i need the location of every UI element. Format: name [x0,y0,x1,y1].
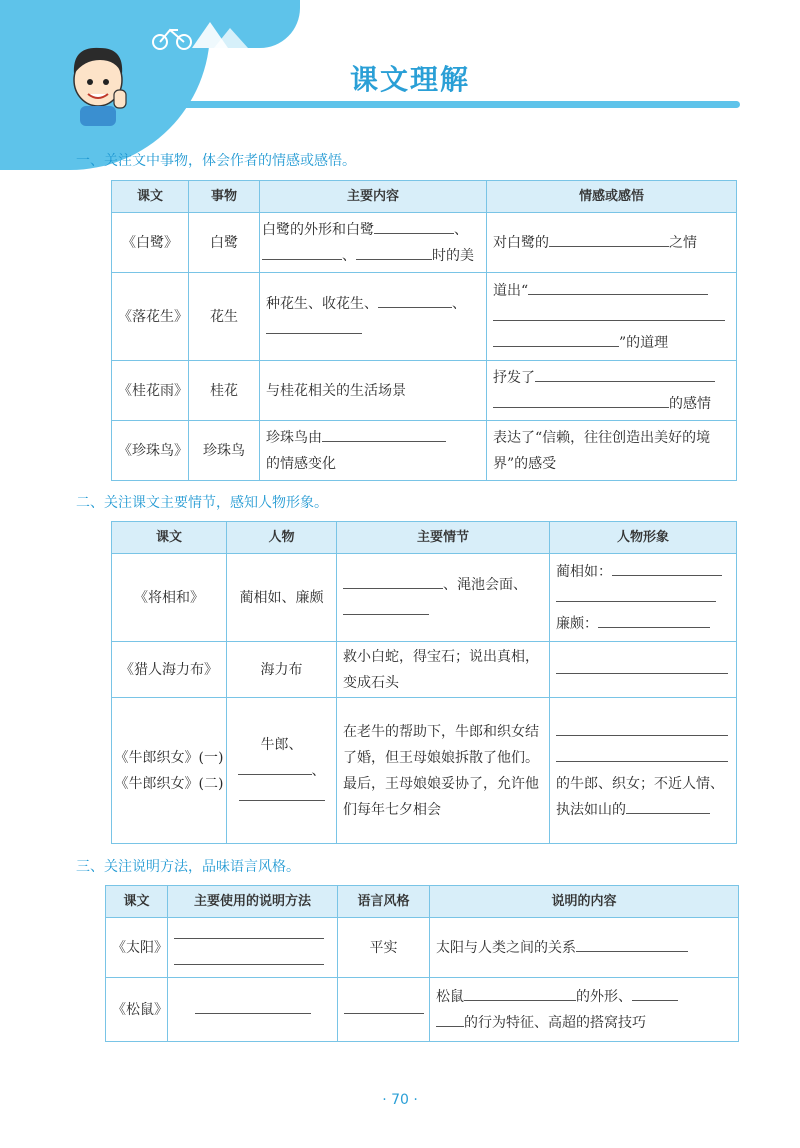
feeling-cell: 对白鹭的 之情 [487,213,737,273]
thing-cell: 白鹭 [189,213,260,273]
table-row [112,554,737,642]
content-cell: 太阳与人类之间的关系 [430,918,739,978]
answer-blank[interactable] [238,758,312,775]
person-cell: 牛郎、 、 [227,698,337,844]
table-row [112,642,737,698]
answer-blank[interactable] [195,997,311,1014]
content-cell: 与桂花相关的生活场景 [260,361,487,421]
answer-blank[interactable] [262,243,342,260]
answer-blank[interactable] [493,304,725,321]
plot-cell: 救小白蛇，得宝石；说出真相，变成石头 [337,642,550,698]
lesson-cell: 《将相和》 [112,554,227,642]
feeling-cell: 抒发了 的感情 [487,361,737,421]
thing-cell: 花生 [189,273,260,361]
lesson-cell: 《猎人海力布》 [112,642,227,698]
bicycle-mountains-icon [148,16,258,50]
table-row [106,978,739,1042]
answer-blank[interactable] [556,719,728,736]
column-header: 人物 [227,522,337,554]
lesson-cell: 《牛郎织女》(一) 《牛郎织女》(二) [112,698,227,844]
content-cell: 白鹭的外形和白鹭 、 、 时的美 [260,213,487,273]
answer-blank[interactable] [549,230,669,247]
column-header: 课文 [112,522,227,554]
plot-cell: 在老牛的帮助下，牛郎和织女结了婚，但王母娘娘拆散了他们。最后，王母娘娘妥协了，允许他们每年七夕相会 [337,698,550,844]
feeling-cell: 道出“ ”的道理 [487,273,737,361]
content-cell: 珍珠鸟由 的情感变化 [260,421,487,481]
answer-blank[interactable] [322,425,446,442]
answer-blank[interactable] [535,365,715,382]
style-cell: 平实 [338,918,430,978]
answer-blank[interactable] [464,984,576,1001]
column-header: 主要内容 [260,181,487,213]
header-underline [150,101,740,108]
table-row [112,421,737,481]
answer-blank[interactable] [343,598,429,615]
column-header: 事物 [189,181,260,213]
answer-blank[interactable] [378,291,452,308]
answer-blank[interactable] [266,317,362,334]
thing-cell: 珍珠鸟 [189,421,260,481]
method-cell [168,918,338,978]
section-3-table [105,885,739,1042]
lesson-cell: 《珍珠鸟》 [112,421,189,481]
style-cell [338,978,430,1042]
column-header: 情感或感悟 [487,181,737,213]
image-cell [550,642,737,698]
answer-blank[interactable] [556,657,728,674]
person-cell: 海力布 [227,642,337,698]
table-row [112,361,737,421]
content-cell: 种花生、收花生、 、 [260,273,487,361]
answer-blank[interactable] [598,611,710,628]
answer-blank[interactable] [436,1010,464,1027]
answer-blank[interactable] [556,585,716,602]
section-3-heading: 三、关注说明方法，品味语言风格。 [76,859,300,875]
image-cell: 的牛郎、织女；不近人情、 执法如山的 [550,698,737,844]
person-cell: 蔺相如、廉颇 [227,554,337,642]
column-header: 课文 [106,886,168,918]
table-row [112,698,737,844]
lesson-cell: 《落花生》 [112,273,189,361]
thing-cell: 桂花 [189,361,260,421]
image-cell: 蔺相如： 廉颇： [550,554,737,642]
section-1-table [111,180,737,481]
plot-cell: 、渑池会面、 [337,554,550,642]
answer-blank[interactable] [343,572,443,589]
answer-blank[interactable] [612,559,722,576]
boy-mascot-icon [60,38,140,128]
answer-blank[interactable] [632,984,678,1001]
lesson-cell: 《白鹭》 [112,213,189,273]
answer-blank[interactable] [356,243,432,260]
answer-blank[interactable] [344,997,424,1014]
column-header: 主要使用的说明方法 [168,886,338,918]
column-header: 人物形象 [550,522,737,554]
answer-blank[interactable] [493,330,619,347]
answer-blank[interactable] [493,391,669,408]
section-2-heading: 二、关注课文主要情节，感知人物形象。 [76,495,328,511]
lesson-cell: 《太阳》 [106,918,168,978]
feeling-cell: 表达了“信赖，往往创造出美好的境界”的感受 [487,421,737,481]
lesson-cell: 《松鼠》 [106,978,168,1042]
answer-blank[interactable] [174,948,324,965]
method-cell [168,978,338,1042]
section-1-heading: 一、关注文中事物，体会作者的情感或感悟。 [76,153,356,169]
column-header: 课文 [112,181,189,213]
answer-blank[interactable] [374,217,454,234]
content-cell: 松鼠 的外形、 的行为特征、高超的搭窝技巧 [430,978,739,1042]
column-header: 说明的内容 [430,886,739,918]
table-row [112,213,737,273]
answer-blank[interactable] [576,935,688,952]
table-row [106,918,739,978]
section-2-table [111,521,737,844]
answer-blank[interactable] [556,745,728,762]
page-title: 课文理解 [349,63,470,96]
column-header: 语言风格 [338,886,430,918]
page-number: · 70 · [382,1092,418,1108]
answer-blank[interactable] [174,922,324,939]
table-row [112,273,737,361]
lesson-cell: 《桂花雨》 [112,361,189,421]
answer-blank[interactable] [626,797,710,814]
answer-blank[interactable] [528,278,708,295]
answer-blank[interactable] [239,784,325,801]
column-header: 主要情节 [337,522,550,554]
